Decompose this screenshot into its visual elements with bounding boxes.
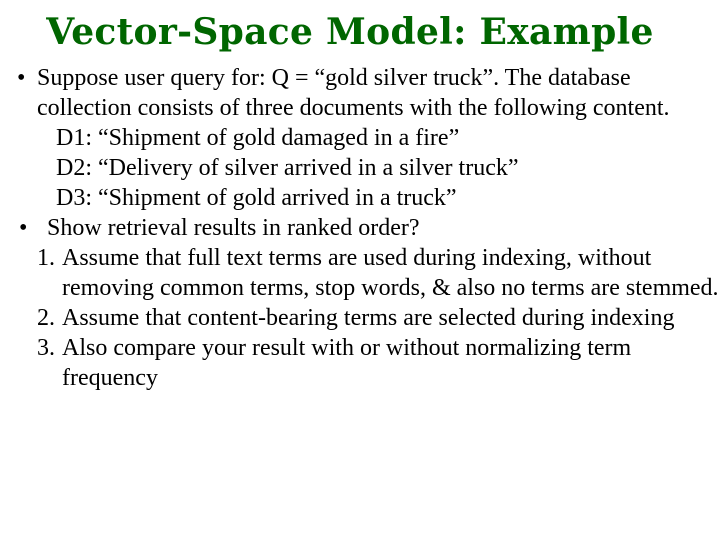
document-d1: D1: “Shipment of gold damaged in a fire” (56, 125, 460, 151)
step-item-2 (37, 303, 720, 333)
step-number: 2. (37, 305, 55, 331)
step-text: Assume that content-bearing terms are selected during indexing (62, 305, 675, 331)
slide-title: Vector-Space Model: Example (46, 11, 654, 53)
step-item-1 (37, 243, 720, 303)
slide-body (0, 63, 720, 393)
bullet-point-icon: • (19, 215, 28, 241)
step-number: 3. (37, 335, 55, 361)
step-text: Assume that full text terms are used during indexing, without removing common terms, stop words, & also no terms are stemmed. (62, 245, 719, 301)
bullet-point-icon: • (17, 65, 26, 91)
bullet-text: Suppose user query for: Q = “gold silver truck”. The database collection consists of three documents with the following content. (37, 65, 670, 121)
document-d3: D3: “Shipment of gold arrived in a truck” (56, 185, 457, 211)
bullet-query-description (0, 63, 720, 123)
step-item-3 (37, 333, 720, 393)
step-text: Also compare your result with or without normalizing term frequency (62, 335, 632, 391)
bullet-ranked-results (0, 213, 720, 243)
step-number: 1. (37, 245, 55, 271)
step-list (0, 243, 720, 393)
bullet-text: Show retrieval results in ranked order? (47, 215, 420, 241)
document-d2: D2: “Delivery of silver arrived in a silver truck” (56, 155, 519, 181)
document-list (0, 123, 720, 213)
